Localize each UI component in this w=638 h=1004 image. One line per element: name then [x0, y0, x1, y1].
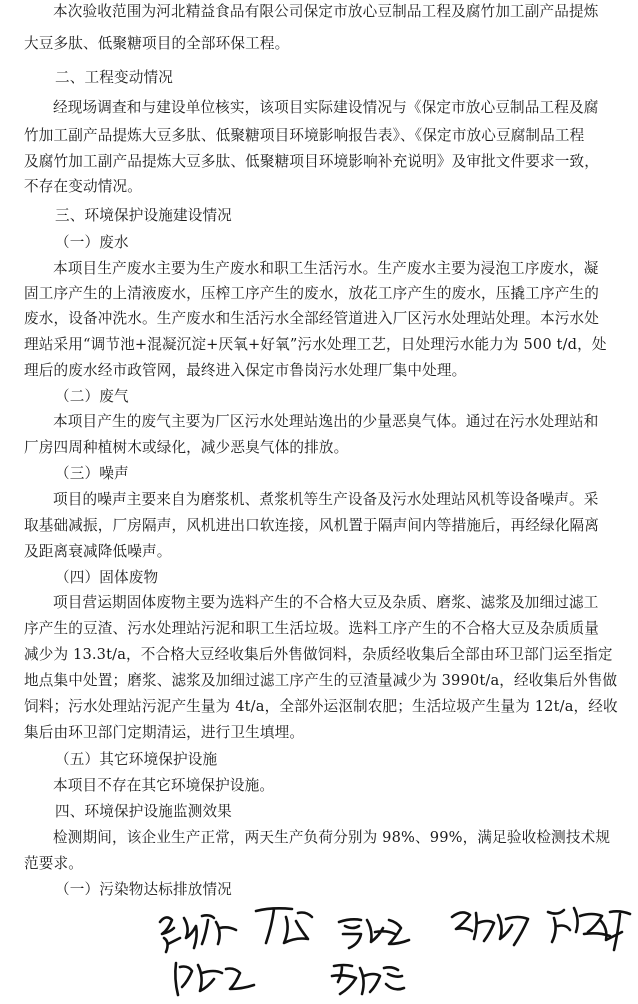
text-line: 及腐竹加工副产品提炼大豆多肽、低聚糖项目环境影响补充说明》及审批文件要求一致，: [24, 153, 600, 170]
text-line: 地点集中处置；磨浆、滤浆及加细过滤工序产生的豆渣量减少为 3990t/a，经收集后外售做: [24, 672, 618, 689]
handwritten-signature-7: [328, 958, 410, 1002]
subsection-heading: （一）废水: [55, 234, 129, 251]
text-line: 不存在变动情况。: [24, 178, 142, 195]
section-heading: 三、环境保护设施建设情况: [55, 207, 232, 224]
handwritten-signature-1: [156, 908, 251, 958]
text-line: 序产生的豆渣、污水处理站污泥和职工生活垃圾。选料工序产生的不合格大豆及杂质质量: [24, 620, 600, 637]
text-line: 取基础减振，厂房隔声，风机进出口软连接，风机置于隔声间内等措施后，再经绿化隔离: [24, 517, 600, 534]
subsection-heading: （三）噪声: [55, 465, 129, 482]
text-line: 饲料；污水处理站污泥产生量为 4t/a，全部外运沤制农肥；生活垃圾产生量为 12t/a，经收: [24, 698, 618, 715]
subsection-heading: （二）废气: [55, 388, 129, 405]
text-line: 竹加工副产品提炼大豆多肽、低聚糖项目环境影响报告表》、《保定市放心豆腐制品工程: [24, 127, 585, 144]
text-line: 项目的噪声主要来自为磨浆机、煮浆机等生产设备及污水处理站风机等设备噪声。采: [53, 491, 599, 508]
handwritten-signature-4: [448, 905, 538, 953]
section-heading: 二、工程变动情况: [55, 69, 173, 86]
text-line: 本项目不存在其它环境保护设施。: [53, 777, 275, 794]
text-line: 及距离衰减降低噪声。: [24, 543, 172, 560]
text-line: 范要求。: [24, 855, 83, 872]
subsection-heading: （四）固体废物: [55, 569, 159, 586]
section-heading: 四、环境保护设施监测效果: [55, 803, 232, 820]
text-line: 本项目产生的废气主要为厂区污水处理站逸出的少量恶臭气体。通过在污水处理站和: [53, 413, 599, 430]
text-line: 本次验收范围为河北精益食品有限公司保定市放心豆制品工程及腐竹加工副产品提炼: [53, 3, 599, 20]
handwritten-signature-5: [544, 902, 636, 958]
text-line: 固工序产生的上清液废水，压榨工序产生的废水，放花工序产生的废水，压撬工序产生的: [24, 285, 600, 302]
text-line: 检测期间，该企业生产正常，两天生产负荷分别为 98%、99%，满足验收检测技术规: [53, 829, 611, 846]
text-line: 理后的废水经市政管网，最终进入保定市鲁岗污水处理厂集中处理。: [24, 362, 467, 379]
text-line: 集后由环卫部门定期清运，进行卫生填埋。: [24, 724, 305, 741]
text-line: 经现场调查和与建设单位核实，该项目实际建设情况与《保定市放心豆制品工程及腐: [53, 99, 599, 116]
subsection-heading: （一）污染物达标排放情况: [55, 881, 232, 898]
handwritten-signature-6: [170, 957, 262, 1001]
handwritten-signature-2: [250, 903, 325, 953]
subsection-heading: （五）其它环境保护设施: [55, 751, 218, 768]
text-line: 项目营运期固体废物主要为选料产生的不合格大豆及杂质、磨浆、滤浆及加细过滤工: [53, 594, 599, 611]
text-line: 大豆多肽、低聚糖项目的全部环保工程。: [24, 35, 290, 52]
text-line: 理站采用“调节池+混凝沉淀+厌氧+好氧”污水处理工艺，日处理污水能力为 500 t/d，处: [24, 336, 607, 353]
text-line: 厂房四周种植树木或绿化，减少恶臭气体的排放。: [24, 439, 349, 456]
text-line: 本项目生产废水主要为生产废水和职工生活污水。生产废水主要为浸泡工序废水，凝: [53, 260, 599, 277]
text-line: 废水，设备冲洗水。生产废水和生活污水全部经管道进入厂区污水处理站处理。本污水处: [24, 310, 600, 327]
handwritten-signature-3: [335, 912, 415, 956]
text-line: 减少为 13.3t/a，不合格大豆经收集后外售做饲料，杂质经收集后全部由环卫部门运至指定: [24, 646, 613, 663]
